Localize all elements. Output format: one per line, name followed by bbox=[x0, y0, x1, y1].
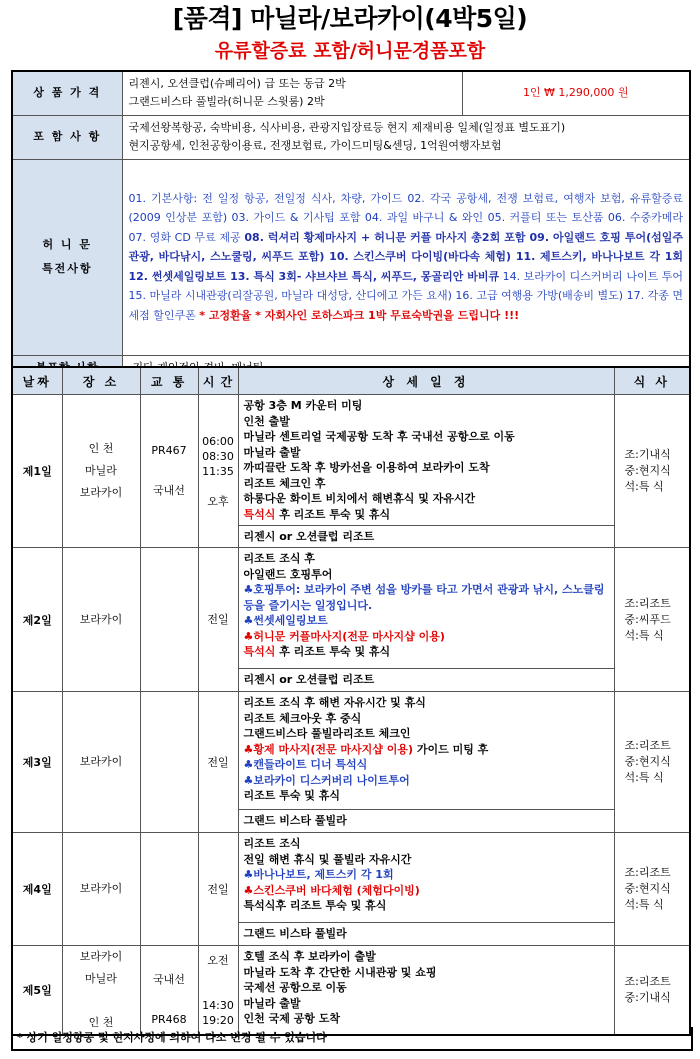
transport-item bbox=[141, 950, 198, 970]
transport-item bbox=[141, 990, 198, 1010]
header-time: 시 간 bbox=[198, 367, 238, 395]
footnote: * 상기 일정항공 및 현지사정에 의하여 다소 변경 될 수 있습니다 bbox=[11, 1027, 693, 1051]
detail-line bbox=[244, 445, 609, 461]
place-name: 보라카이 bbox=[79, 486, 123, 499]
detail-text: 마닐라 출발 bbox=[243, 445, 301, 459]
time-item: 08:30 bbox=[202, 449, 234, 463]
time-cell bbox=[198, 946, 238, 1036]
meal-item: 중:현지식 bbox=[624, 755, 671, 768]
price-line-1: 리젠시, 오션클럽(슈페리어) 급 또는 동급 2박 bbox=[128, 77, 346, 91]
honeymoon-benefits bbox=[122, 159, 690, 355]
meal-item: 조:기내식 bbox=[624, 448, 671, 461]
hotel-name: 리젠시 or 오션클럽 리조트 bbox=[239, 525, 614, 548]
time-cell bbox=[198, 548, 238, 692]
transport-cell bbox=[140, 833, 198, 946]
transport-item: PR467 bbox=[151, 444, 187, 457]
detail-line bbox=[244, 582, 609, 613]
detail-text: ♣호핑투어: 보라카이 주변 섬을 방카를 타고 가면서 관광과 낚시, 스노클링 등을 즐기시는 일정입니다. bbox=[243, 583, 605, 612]
detail-text: 까띠끌란 도착 후 방카선을 이용하여 보라카이 도착 bbox=[243, 461, 490, 474]
detail-line bbox=[244, 644, 609, 660]
transport-cell bbox=[140, 946, 198, 1036]
detail-line bbox=[244, 491, 609, 507]
meal-item: 중:씨푸드 bbox=[624, 612, 671, 626]
detail-text: 특석식 bbox=[243, 507, 276, 521]
schedule-row bbox=[12, 548, 690, 692]
place-cell bbox=[62, 946, 140, 1036]
place-cell bbox=[62, 833, 140, 946]
hotel-name: 그랜드 비스타 풀빌라 bbox=[239, 922, 614, 945]
transport-cell bbox=[140, 692, 198, 833]
detail-cell bbox=[238, 946, 614, 1036]
detail-line bbox=[244, 414, 609, 430]
meal-cell bbox=[614, 833, 690, 946]
header-place: 장 소 bbox=[62, 367, 140, 395]
detail-text: ♣스킨스쿠버 바다체험 (체험다이빙) bbox=[243, 883, 420, 897]
place-cell bbox=[62, 395, 140, 548]
include-line-1: 국제선왕복항공, 숙박비용, 식사비용, 관광지입장료등 현지 제재비용 일체(일정표 별도표기) bbox=[128, 121, 566, 134]
detail-text-rest: 가이드 미팅 후 bbox=[413, 742, 489, 756]
transport-item: 국내선 bbox=[153, 973, 185, 986]
header-meal: 식 사 bbox=[614, 367, 690, 395]
meal-cell bbox=[614, 395, 690, 548]
detail-text: 국제선 공항으로 이동 bbox=[243, 981, 347, 994]
price-line-2: 그랜드비스타 풀빌라(허니문 스윗룸) 2박 bbox=[128, 95, 325, 109]
detail-cell bbox=[238, 395, 614, 548]
detail-text: 특석식후 리조트 투숙 및 휴식 bbox=[243, 899, 387, 912]
price-label: 상 품 가 격 bbox=[12, 71, 122, 115]
day-cell: 제1일 bbox=[12, 395, 62, 548]
meal-item: 조:리조트 bbox=[624, 596, 671, 610]
detail-text: 인천 국제 공항 도착 bbox=[243, 1012, 340, 1025]
meal-cell bbox=[614, 692, 690, 833]
detail-text: 리조트 체크아웃 후 중식 bbox=[243, 711, 362, 725]
time-item: 06:00 bbox=[202, 434, 234, 448]
honeymoon-label bbox=[12, 159, 122, 355]
detail-line bbox=[244, 788, 609, 804]
detail-text: ♣보라카이 디스커버리 나이트투어 bbox=[243, 773, 410, 787]
page-subtitle: 유류할증료 포함/허니문경품포함 bbox=[214, 40, 486, 62]
detail-line bbox=[244, 757, 609, 773]
detail-line bbox=[244, 1011, 609, 1027]
time-item: 오전 bbox=[207, 953, 229, 967]
detail-line bbox=[244, 726, 609, 742]
price-value: 1인 ₩ 1,290,000 원 bbox=[462, 71, 690, 115]
detail-line bbox=[244, 629, 609, 645]
detail-line bbox=[244, 695, 609, 711]
detail-line bbox=[244, 460, 609, 476]
transport-cell bbox=[140, 395, 198, 548]
benefits-highlight: 08. 럭셔리 황제마사지 + 허니문 커플 마사지 총2회 포함 09. 아일랜드 호핑 투어(섬일주 관광, 바다낚시, 스노쿨링, 씨푸드 포함) 10. 스킨스쿠버 다이빙(바다속 체험) 11. 제트스키, 바나나보트 각 1회 12. 썬셋세일링보트 13. 특식 3회- 샤브샤브 특식, 씨푸드, 몽골리안 바비큐 bbox=[128, 230, 684, 283]
meal-item: 중:현지식 bbox=[624, 882, 671, 895]
detail-line bbox=[244, 613, 609, 629]
product-info-table bbox=[11, 70, 691, 382]
meal-item: 석:특 식 bbox=[624, 898, 664, 911]
detail-line bbox=[244, 965, 609, 981]
time-item bbox=[199, 983, 238, 998]
place-name: 보라카이 bbox=[79, 882, 123, 895]
time-item: 전일 bbox=[207, 613, 229, 626]
detail-line bbox=[244, 867, 609, 883]
place-name: 보라카이 bbox=[79, 950, 123, 963]
meal-cell bbox=[614, 548, 690, 692]
transport-item: PR468 bbox=[151, 1013, 187, 1026]
day-cell: 제2일 bbox=[12, 548, 62, 692]
benefits-special: * 고정환율 * 자회사인 로하스파크 1박 무료숙박권을 드립니다 !!! bbox=[199, 308, 520, 322]
place-name: 인 천 bbox=[88, 442, 114, 455]
place-name: 마닐라 bbox=[85, 972, 117, 985]
schedule-row bbox=[12, 946, 690, 1036]
detail-text: 리조트 체크인 후 bbox=[243, 476, 326, 490]
detail-text: 마닐라 센트리얼 국제공항 도착 후 국내선 공항으로 이동 bbox=[243, 430, 515, 443]
time-cell bbox=[198, 395, 238, 548]
detail-cell bbox=[238, 548, 614, 692]
include-line-2: 현지공항세, 인천공항이용료, 전쟁보험료, 가이드미팅&센딩, 1억원여행자보험 bbox=[128, 139, 502, 152]
detail-text: 마닐라 도착 후 간단한 시내관광 및 쇼핑 bbox=[243, 965, 437, 979]
detail-text: 그랜드비스타 풀빌라리조트 체크인 bbox=[243, 727, 411, 740]
detail-line bbox=[244, 883, 609, 899]
time-item: 전일 bbox=[207, 755, 229, 769]
detail-line bbox=[244, 898, 609, 914]
day-cell: 제5일 bbox=[12, 946, 62, 1036]
detail-line bbox=[244, 836, 609, 852]
place-name: 보라카이 bbox=[79, 755, 123, 768]
detail-text-rest: 후 리조트 투숙 및 휴식 bbox=[275, 645, 391, 658]
time-item bbox=[199, 479, 238, 494]
time-item: 11:35 bbox=[202, 464, 234, 478]
transport-item bbox=[141, 461, 198, 481]
detail-lines bbox=[239, 833, 614, 922]
detail-text: 리조트 조식 후 bbox=[243, 552, 315, 565]
detail-line bbox=[244, 852, 609, 868]
detail-line bbox=[244, 476, 609, 492]
place-cell bbox=[62, 548, 140, 692]
honeymoon-label-line-1: 허 니 문 bbox=[42, 238, 93, 251]
detail-text: ♣썬셋세일링보트 bbox=[243, 614, 328, 627]
detail-cell bbox=[238, 692, 614, 833]
include-description bbox=[122, 115, 690, 159]
time-item: 전일 bbox=[207, 882, 229, 896]
detail-text: 리조트 투숙 및 휴식 bbox=[243, 789, 340, 802]
detail-text: ♣캔들라이트 디너 특석식 bbox=[243, 758, 368, 771]
time-item bbox=[199, 968, 238, 983]
time-item: 19:20 bbox=[202, 1013, 234, 1027]
schedule-row bbox=[12, 395, 690, 548]
detail-lines bbox=[239, 395, 614, 525]
detail-text-rest: 후 리조트 투숙 및 휴식 bbox=[275, 507, 391, 521]
meal-item: 중:기내식 bbox=[624, 991, 671, 1004]
meal-item: 석:특 식 bbox=[624, 771, 664, 784]
detail-text: 인천 출발 bbox=[243, 414, 290, 428]
detail-text: 호텔 조식 후 보라카이 출발 bbox=[243, 950, 376, 963]
time-cell bbox=[198, 692, 238, 833]
detail-text: 하롱다운 화이트 비치에서 해변휴식 및 자유시간 bbox=[243, 492, 476, 505]
transport-item: 국내선 bbox=[153, 484, 185, 497]
time-cell bbox=[198, 833, 238, 946]
benefits-extra: 14. 보라카이 디스커버리 나이트 투어 15. 마닐라 시내관광(리잘공원, 마닐라 대성당, 산디에고 가든 요새) 16. 고급 여행용 가방(배송비 별도) 17. 각종 면세점 할인쿠폰 bbox=[128, 269, 683, 322]
detail-text: 리조트 조식 bbox=[243, 837, 301, 850]
place-name: 인 천 bbox=[88, 1016, 114, 1029]
meal-item: 조:리조트 bbox=[624, 739, 671, 752]
meal-cell bbox=[614, 946, 690, 1036]
detail-text: 마닐라 출발 bbox=[243, 996, 301, 1010]
page-title: [품격] 마닐라/보라카이(4박5일) bbox=[172, 4, 528, 33]
place-name: 마닐라 bbox=[85, 464, 117, 477]
schedule-row bbox=[12, 692, 690, 833]
meal-item: 조:리조트 bbox=[624, 866, 671, 879]
transport-cell bbox=[140, 548, 198, 692]
detail-text: 공항 3층 M 카운터 미팅 bbox=[243, 399, 363, 412]
header-detail: 상 세 일 정 bbox=[238, 367, 614, 395]
detail-line bbox=[244, 773, 609, 789]
detail-line bbox=[244, 507, 609, 523]
detail-line bbox=[244, 711, 609, 727]
benefits-basic: 01. 기본사항: 전 일정 항공, 전일정 식사, 차량, 가이드 02. 각국 공항세, 전쟁 보험료, 여행자 보험, 유류할증료(2009 인상분 포함) 03. 가이드 & 기사팁 포함 04. 과일 바구니 & 와인 05. 커플티 또는 토산품 06. 수중카메라 07. 영화 CD 무료 제공 bbox=[128, 191, 683, 244]
detail-line bbox=[244, 429, 609, 445]
include-label: 포 함 사 항 bbox=[12, 115, 122, 159]
header-transport: 교 통 bbox=[140, 367, 198, 395]
detail-text: ♣황제 마사지(전문 마사지샵 이용) bbox=[243, 742, 414, 756]
honeymoon-label-line-2: 특전사항 bbox=[41, 262, 93, 275]
detail-line bbox=[244, 567, 609, 583]
meal-item: 석:특 식 bbox=[624, 480, 664, 493]
detail-lines bbox=[239, 946, 614, 1031]
detail-lines bbox=[239, 548, 614, 668]
hotel-name: 그랜드 비스타 풀빌라 bbox=[239, 809, 614, 832]
detail-line bbox=[244, 996, 609, 1012]
detail-text: 특석식 bbox=[243, 645, 276, 658]
day-cell: 제3일 bbox=[12, 692, 62, 833]
meal-item: 석:특 식 bbox=[624, 628, 664, 642]
schedule-table bbox=[11, 366, 691, 1036]
place-cell bbox=[62, 692, 140, 833]
detail-lines bbox=[239, 692, 614, 809]
place-name: 보라카이 bbox=[79, 612, 123, 626]
hotel-name: 리젠시 or 오션클럽 리조트 bbox=[239, 668, 614, 691]
detail-text: 아일랜드 호핑투어 bbox=[243, 567, 333, 581]
detail-text: 리조트 조식 후 해변 자유시간 및 휴식 bbox=[243, 696, 426, 709]
detail-line bbox=[244, 551, 609, 567]
place-name bbox=[63, 990, 140, 1012]
price-description bbox=[122, 71, 462, 115]
detail-text: 전일 해변 휴식 및 풀빌라 자유시간 bbox=[243, 852, 412, 866]
detail-line bbox=[244, 949, 609, 965]
meal-item: 조:리조트 bbox=[624, 975, 671, 988]
time-item: 오후 bbox=[207, 494, 229, 508]
detail-text: ♣바나나보트, 제트스키 각 1회 bbox=[243, 868, 394, 881]
detail-line bbox=[244, 742, 609, 758]
meal-item: 중:현지식 bbox=[624, 464, 671, 477]
detail-text: ♣허니문 커플마사지(전문 마사지샵 이용) bbox=[243, 629, 445, 643]
schedule-row bbox=[12, 833, 690, 946]
detail-line bbox=[244, 398, 609, 414]
header-date: 날짜 bbox=[12, 367, 62, 395]
detail-line bbox=[244, 980, 609, 996]
day-cell: 제4일 bbox=[12, 833, 62, 946]
detail-cell bbox=[238, 833, 614, 946]
time-item: 14:30 bbox=[202, 998, 234, 1012]
